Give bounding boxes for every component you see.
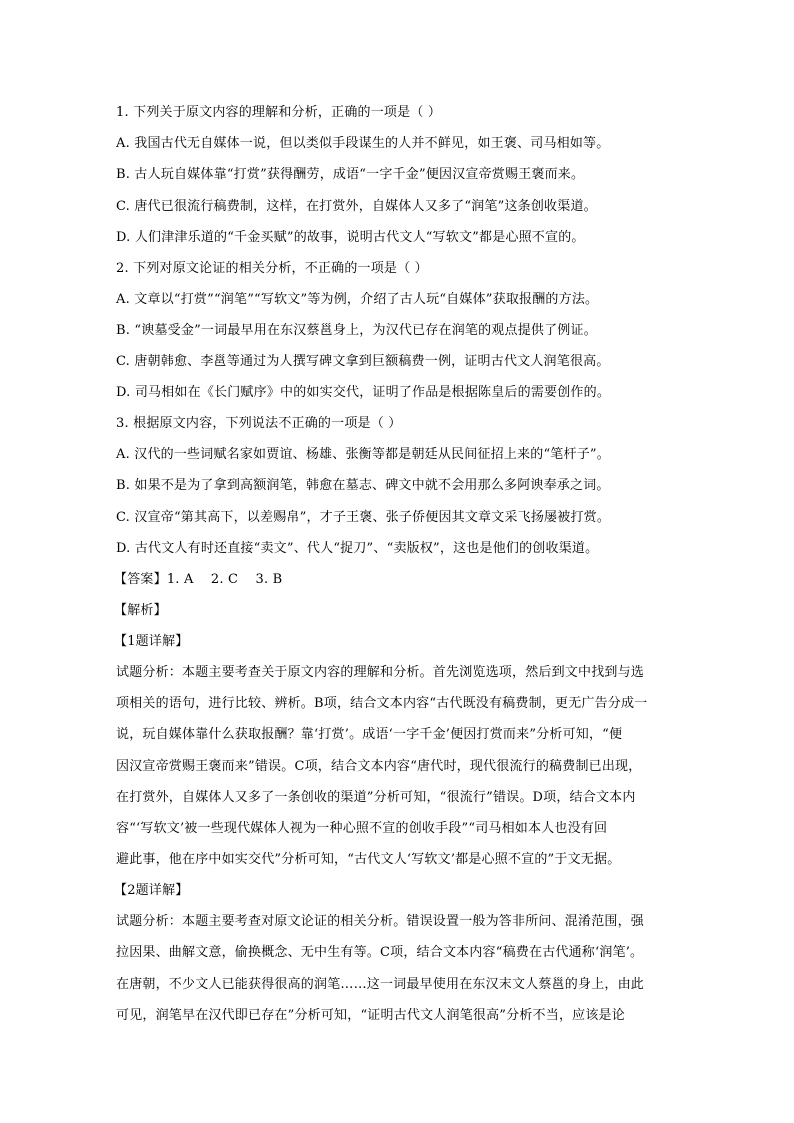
q1-stem: 1. 下列关于原文内容的理解和分析，正确的一项是（ ） (116, 105, 442, 120)
q1-option-c: C. 唐代已很流行稿费制，这样，在打赏外，自媒体人又多了“润笔”这条创收渠道。 (116, 199, 597, 214)
detail1-line: 容“‘写软文’被一些现代媒体人视为一种心照不宣的创收手段”“司马相如本人也没有回 (116, 821, 608, 836)
q3-option-c: C. 汉宣帝“第其高下，以差赐帛”，才子王褒、张子侨便因其文章文采飞扬屡被打赏。 (116, 510, 611, 525)
q2-stem: 2. 下列对原文论证的相关分析，不正确的一项是（ ） (116, 261, 428, 276)
detail1-line: 因汉宣帝赏赐王褒而来”错误。C项，结合文本内容“唐代时，现代很流行的稿费制已出现， (116, 759, 642, 774)
q2-option-d: D. 司马相如在《长门赋序》中的如实交代，证明了作品是根据陈皇后的需要创作的。 (116, 385, 611, 400)
q1-option-b: B. 古人玩自媒体靠“打赏”获得酬劳，成语“一字千金”便因汉宣帝赏赐王褒而来。 (116, 167, 585, 182)
detail2-line: 可见，润笔早在汉代即已存在”分析可知，“证明古代文人润笔很高”分析不当，应该是论 (116, 1008, 625, 1023)
q1-option-a: A. 我国古代无自媒体一说，但以类似手段谋生的人并不鲜见，如王褒、司马相如等。 (116, 136, 610, 151)
detail2-label: 【2题详解】 (114, 883, 189, 898)
detail1-line: 项相关的语句，进行比较、辨析。B项，结合文本内容“古代既没有稿费制，更无广告分成一 (116, 696, 648, 711)
answer-line (114, 572, 282, 588)
detail1-line: 说，玩自媒体靠什么获取报酬？靠‘打赏’。成语‘一字千金’便因打赏而来”分析可知，“便 (116, 727, 623, 742)
analysis-label: 【解析】 (114, 603, 167, 618)
detail1-label: 【1题详解】 (114, 634, 189, 649)
q2-option-a: A. 文章以“打赏”“润笔”“写软文”等为例，介绍了古人玩“自媒体”获取报酬的方法。 (116, 292, 599, 307)
detail2-line: 在唐朝，不少文人已能获得很高的润笔……这一词最早使用在东汉末文人蔡邕的身上，由此 (116, 977, 645, 992)
q2-option-c: C. 唐朝韩愈、李邕等通过为人撰写碑文拿到巨额稿费一例，证明古代文人润笔很高。 (116, 354, 610, 369)
answer-label: 【答案】 (114, 572, 167, 587)
answer-text: 1. A 2. C 3. B (166, 572, 283, 587)
q3-option-d: D. 古代文人有时还直接“卖文”、代人“捉刀”、“卖版权”，这也是他们的创收渠道。 (116, 541, 599, 556)
q3-option-a: A. 汉代的一些词赋名家如贾谊、杨雄、张衡等都是朝廷从民间征招上来的“笔杆子”。 (116, 447, 610, 462)
q3-stem: 3. 根据原文内容，下列说法不正确的一项是（ ） (116, 416, 402, 431)
detail1-line: 在打赏外，自媒体人又多了一条创收的渠道”分析可知，“很流行”错误。D项，结合文本内 (116, 790, 636, 805)
q1-option-d: D. 人们津津乐道的“千金买赋”的故事，说明古代文人“写软文”都是心照不宣的。 (116, 230, 585, 245)
q3-option-b: B. 如果不是为了拿到高额润笔，韩愈在墓志、碑文中就不会用那么多阿谀奉承之词。 (116, 478, 610, 493)
detail1-line: 避此事，他在序中如实交代”分析可知，“古代文人‘写软文’都是心照不宣的”于文无据。 (116, 852, 621, 867)
detail2-line: 试题分析：本题主要考查对原文论证的相关分析。错误设置一般为答非所问、混淆范围，强 (116, 914, 645, 929)
q2-option-b: B. “谀墓受金”一词最早用在东汉蔡邕身上，为汉代已存在润笔的观点提供了例证。 (116, 323, 597, 338)
detail1-line: 试题分析：本题主要考查关于原文内容的理解和分析。首先浏览选项，然后到文中找到与选 (116, 665, 645, 680)
detail2-line: 拉因果、曲解文意，偷换概念、无中生有等。C项，结合文本内容“稿费在古代通称‘润笔’。 (116, 945, 644, 960)
